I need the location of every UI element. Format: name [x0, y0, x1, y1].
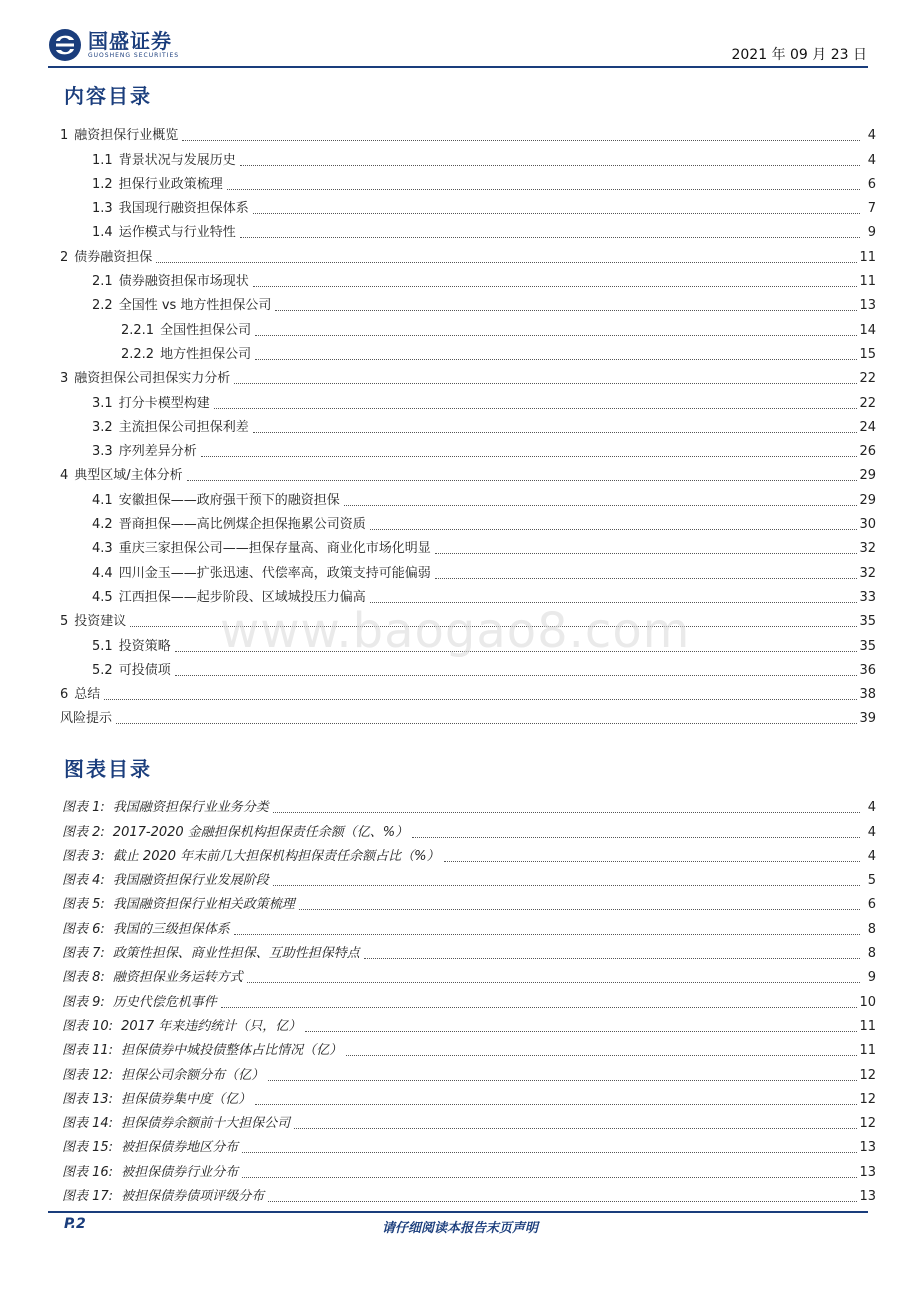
dot-leader: [275, 309, 857, 311]
toc-entry-number: 4.4: [92, 565, 113, 581]
toc-entry[interactable]: [60, 193, 876, 217]
dot-leader: [214, 407, 858, 409]
figure-entry-number: 图表 3:: [62, 848, 105, 864]
dot-leader: [435, 552, 858, 554]
report-date: 2021 年 09 月 23 日: [731, 47, 867, 63]
dot-leader: [299, 908, 860, 910]
figure-entry-number: 图表 2:: [62, 824, 105, 840]
figure-entry-page: 13: [859, 1140, 876, 1156]
dot-leader: [255, 358, 857, 360]
toc-entry-number: 3.3: [92, 444, 113, 460]
figure-entry-label: 我国融资担保行业相关政策梳理: [112, 897, 295, 913]
toc-entry-label: 风险提示: [60, 711, 113, 727]
figure-entry[interactable]: [62, 1035, 876, 1059]
figure-entry-number: 图表 5:: [62, 897, 105, 913]
figure-entry-number: 图表 16:: [62, 1164, 114, 1180]
figure-entry[interactable]: [62, 913, 876, 937]
figure-entry-label: 担保债券集中度（亿）: [121, 1091, 252, 1107]
figure-entry-label: 历史代偿危机事件: [112, 994, 217, 1010]
toc-entry-label: 我国现行融资担保体系: [118, 201, 249, 217]
figure-entry-page: 11: [859, 1043, 876, 1059]
toc-entry-label: 总结: [74, 687, 101, 703]
dot-leader: [116, 722, 857, 724]
toc-entry-label: 典型区域/主体分析: [74, 468, 183, 484]
toc-entry[interactable]: [60, 557, 876, 581]
figure-entry-number: 图表 9:: [62, 994, 105, 1010]
dot-leader: [104, 698, 857, 700]
dot-leader: [255, 334, 857, 336]
toc-entry-page: 15: [859, 346, 876, 362]
figure-entry-label: 2017-2020 金融担保机构担保责任余额（亿、%）: [112, 824, 409, 840]
toc-entry-label: 安徽担保——政府强干预下的融资担保: [118, 492, 340, 508]
toc-entry-number: 6: [60, 687, 69, 703]
toc-entry-page: 13: [859, 298, 876, 314]
toc-entry[interactable]: [60, 363, 876, 387]
toc-entry-number: 3: [60, 371, 69, 387]
toc-entry-page: 30: [859, 517, 876, 533]
figure-entry-page: 10: [859, 994, 876, 1010]
figure-entry-number: 图表 7:: [62, 946, 105, 962]
toc-entry[interactable]: [60, 509, 876, 533]
dot-leader: [435, 577, 858, 579]
figure-entry-page: 8: [867, 921, 876, 937]
figure-entry[interactable]: [62, 841, 876, 865]
toc-entry-label: 可投债项: [118, 662, 171, 678]
dot-leader: [247, 981, 860, 983]
toc-entry-label: 重庆三家担保公司——担保存量高、商业化市场化明显: [118, 541, 431, 557]
figure-entry[interactable]: [62, 1084, 876, 1108]
figure-entry[interactable]: [62, 865, 876, 889]
dot-leader: [234, 382, 857, 384]
figure-entry-label: 被担保债券行业分布: [121, 1164, 239, 1180]
toc-entry[interactable]: [60, 387, 876, 411]
figure-entry-page: 12: [859, 1067, 876, 1083]
toc-entry[interactable]: [60, 144, 876, 168]
toc-entry-page: 7: [867, 201, 876, 217]
figure-entry-page: 8: [867, 946, 876, 962]
dot-leader: [240, 164, 860, 166]
toc-entry-page: 39: [859, 711, 876, 727]
figure-entry-label: 我国融资担保行业发展阶段: [112, 873, 269, 889]
toc-entry-label: 运作模式与行业特性: [118, 225, 236, 241]
footer-divider: [48, 1211, 868, 1213]
toc-entry-page: 11: [859, 249, 876, 265]
dot-leader: [255, 1103, 857, 1105]
figure-entry[interactable]: [62, 1132, 876, 1156]
toc-entry-number: 3.2: [92, 419, 113, 435]
figure-entry[interactable]: [62, 938, 876, 962]
disclaimer-note: 请仔细阅读本报告末页声明: [381, 1221, 538, 1236]
toc-entry-label: 主流担保公司担保利差: [118, 419, 249, 435]
toc-entry-number: 4.5: [92, 589, 113, 605]
figure-entry[interactable]: [62, 792, 876, 816]
toc-entry-page: 38: [859, 687, 876, 703]
toc-entry-page: 32: [859, 565, 876, 581]
toc-entry-number: 1.1: [92, 152, 113, 168]
toc-entry-page: 26: [859, 444, 876, 460]
figure-entry-number: 图表 10:: [62, 1018, 114, 1034]
guosheng-logo-icon: [48, 28, 82, 62]
dot-leader: [240, 236, 860, 238]
dot-leader: [221, 1006, 858, 1008]
dot-leader: [234, 933, 860, 935]
toc-entry-number: 1.2: [92, 176, 113, 192]
toc-entry-number: 4.3: [92, 541, 113, 557]
dot-leader: [227, 188, 860, 190]
dot-leader: [187, 479, 858, 481]
watermark: www.baogao8.com: [220, 603, 691, 659]
figure-entry-page: 5: [867, 873, 876, 889]
figure-entry-number: 图表 17:: [62, 1189, 114, 1205]
header-divider: [48, 66, 868, 68]
toc-entry-label: 江西担保——起步阶段、区域城投压力偏高: [118, 589, 366, 605]
toc-entry-page: 4: [867, 152, 876, 168]
figure-entry-label: 被担保债券债项评级分布: [121, 1189, 265, 1205]
toc-entry-label: 打分卡模型构建: [118, 395, 210, 411]
toc-entry-label: 担保行业政策梳理: [118, 176, 223, 192]
toc-entry-page: 6: [867, 176, 876, 192]
toc-entry-number: 2.2.1: [121, 322, 155, 338]
figure-entry-page: 13: [859, 1189, 876, 1205]
toc-entry[interactable]: [60, 460, 876, 484]
toc-entry[interactable]: [60, 533, 876, 557]
logo-english-name: GUOSHENG SECURITIES: [88, 52, 180, 59]
dot-leader: [182, 139, 860, 141]
figure-entry-page: 13: [859, 1164, 876, 1180]
toc-entry-label: 融资担保行业概览: [74, 128, 179, 144]
toc-entry-page: 29: [859, 492, 876, 508]
figure-entry-label: 担保债券余额前十大担保公司: [121, 1116, 291, 1132]
figure-entry-page: 9: [867, 970, 876, 986]
toc-entry-page: 22: [859, 395, 876, 411]
toc-entry-label: 投资建议: [74, 614, 127, 630]
figure-entry-label: 截止 2020 年末前几大担保机构担保责任余额占比（%）: [112, 848, 440, 864]
figure-entry[interactable]: [62, 889, 876, 913]
toc-entry-number: 2: [60, 249, 69, 265]
dot-leader: [253, 285, 858, 287]
figure-entry-page: 6: [867, 897, 876, 913]
toc-entry[interactable]: [60, 290, 876, 314]
toc-entry[interactable]: [60, 436, 876, 460]
figure-entry-number: 图表 15:: [62, 1140, 114, 1156]
figure-entry-label: 融资担保业务运转方式: [112, 970, 243, 986]
dot-leader: [344, 504, 858, 506]
toc-entry[interactable]: [60, 217, 876, 241]
toc-entry-page: 36: [859, 662, 876, 678]
figure-list-heading: 图表目录: [64, 757, 152, 781]
figure-entry[interactable]: [62, 962, 876, 986]
figure-entry-number: 图表 8:: [62, 970, 105, 986]
toc-entry-label: 债券融资担保: [74, 249, 153, 265]
dot-leader: [201, 455, 858, 457]
figure-entry-label: 被担保债券地区分布: [121, 1140, 239, 1156]
dot-leader: [175, 674, 858, 676]
toc-entry[interactable]: [60, 412, 876, 436]
toc-entry-number: 2.2.2: [121, 346, 155, 362]
dot-leader: [268, 1200, 857, 1202]
toc-entry-page: 11: [859, 274, 876, 290]
toc-heading: 内容目录: [64, 84, 152, 108]
figure-entry-label: 2017 年来违约统计（只，亿）: [121, 1018, 302, 1034]
toc-entry-label: 晋商担保——高比例煤企担保拖累公司资质: [118, 517, 366, 533]
company-logo: [48, 28, 179, 62]
dot-leader: [268, 1079, 857, 1081]
figure-entry[interactable]: [62, 986, 876, 1010]
figure-entry[interactable]: [62, 1108, 876, 1132]
toc-entry-label: 融资担保公司担保实力分析: [74, 371, 231, 387]
figure-list: [62, 792, 876, 1205]
figure-entry-page: 12: [859, 1116, 876, 1132]
toc-entry[interactable]: [60, 703, 876, 727]
toc-entry-label: 全国性担保公司: [160, 322, 252, 338]
dot-leader: [156, 261, 857, 263]
toc-entry-label: 序列差异分析: [118, 444, 197, 460]
toc-entry-label: 背景状况与发展历史: [118, 152, 236, 168]
figure-entry[interactable]: [62, 1181, 876, 1205]
figure-entry-page: 4: [867, 848, 876, 864]
toc-entry[interactable]: [60, 120, 876, 144]
figure-entry-label: 担保债券中城投债整体占比情况（亿）: [121, 1043, 343, 1059]
dot-leader: [412, 836, 860, 838]
dot-leader: [370, 528, 858, 530]
dot-leader: [242, 1176, 857, 1178]
figure-entry-number: 图表 13:: [62, 1091, 114, 1107]
toc-entry-number: 4: [60, 468, 69, 484]
toc-entry-number: 5.1: [92, 638, 113, 654]
toc-entry-page: 35: [859, 614, 876, 630]
toc-entry[interactable]: [60, 679, 876, 703]
toc-entry-number: 3.1: [92, 395, 113, 411]
toc-entry[interactable]: [60, 339, 876, 363]
toc-entry-page: 14: [859, 322, 876, 338]
toc-entry-page: 33: [859, 589, 876, 605]
toc-entry-number: 5.2: [92, 662, 113, 678]
toc-entry-label: 四川金玉——扩张迅速、代偿率高，政策支持可能偏弱: [118, 565, 431, 581]
figure-entry-page: 11: [859, 1018, 876, 1034]
figure-entry-page: 12: [859, 1091, 876, 1107]
toc-entry[interactable]: [60, 314, 876, 338]
toc-entry-number: 2.1: [92, 274, 113, 290]
toc-entry-number: 1.3: [92, 201, 113, 217]
figure-entry-page: 4: [867, 800, 876, 816]
toc-entry-number: 5: [60, 614, 69, 630]
toc-entry-page: 9: [867, 225, 876, 241]
toc-entry-page: 32: [859, 541, 876, 557]
toc-entry[interactable]: [60, 169, 876, 193]
figure-entry-label: 政策性担保、商业性担保、互助性担保特点: [112, 946, 360, 962]
toc-entry[interactable]: [60, 241, 876, 265]
dot-leader: [346, 1054, 857, 1056]
toc-entry-page: 22: [859, 371, 876, 387]
figure-entry[interactable]: [62, 1011, 876, 1035]
dot-leader: [253, 431, 858, 433]
dot-leader: [253, 212, 860, 214]
toc-entry[interactable]: [60, 484, 876, 508]
figure-entry-label: 我国融资担保行业业务分类: [112, 800, 269, 816]
figure-entry-number: 图表 6:: [62, 921, 105, 937]
figure-entry[interactable]: [62, 1059, 876, 1083]
figure-entry-number: 图表 14:: [62, 1116, 114, 1132]
toc-entry-label: 投资策略: [118, 638, 171, 654]
figure-entry-label: 我国的三级担保体系: [112, 921, 230, 937]
toc-entry-number: 2.2: [92, 298, 113, 314]
dot-leader: [444, 860, 861, 862]
dot-leader: [242, 1151, 857, 1153]
toc-entry-label: 债券融资担保市场现状: [118, 274, 249, 290]
figure-entry-number: 图表 1:: [62, 800, 105, 816]
dot-leader: [273, 884, 860, 886]
figure-entry[interactable]: [62, 816, 876, 840]
toc-entry-page: 4: [867, 128, 876, 144]
toc-entry-page: 29: [859, 468, 876, 484]
figure-entry-number: 图表 4:: [62, 873, 105, 889]
dot-leader: [305, 1030, 857, 1032]
figure-entry-label: 担保公司余额分布（亿）: [121, 1067, 265, 1083]
toc-entry-page: 24: [859, 419, 876, 435]
logo-chinese-name: 国盛证券: [88, 29, 172, 53]
toc-entry-page: 35: [859, 638, 876, 654]
toc-entry-label: 地方性担保公司: [160, 346, 252, 362]
figure-entry-number: 图表 11:: [62, 1043, 114, 1059]
toc-entry-number: 1: [60, 128, 69, 144]
dot-leader: [294, 1127, 857, 1129]
toc-entry-number: 4.2: [92, 517, 113, 533]
toc-entry[interactable]: [60, 266, 876, 290]
page-number: P.2: [64, 1216, 86, 1232]
page-header: [0, 0, 920, 70]
dot-leader: [364, 957, 860, 959]
toc-entry-label: 全国性 vs 地方性担保公司: [118, 298, 272, 314]
toc-entry-number: 1.4: [92, 225, 113, 241]
figure-entry-number: 图表 12:: [62, 1067, 114, 1083]
figure-entry-page: 4: [867, 824, 876, 840]
toc-entry-number: 4.1: [92, 492, 113, 508]
figure-entry[interactable]: [62, 1156, 876, 1180]
dot-leader: [273, 811, 860, 813]
